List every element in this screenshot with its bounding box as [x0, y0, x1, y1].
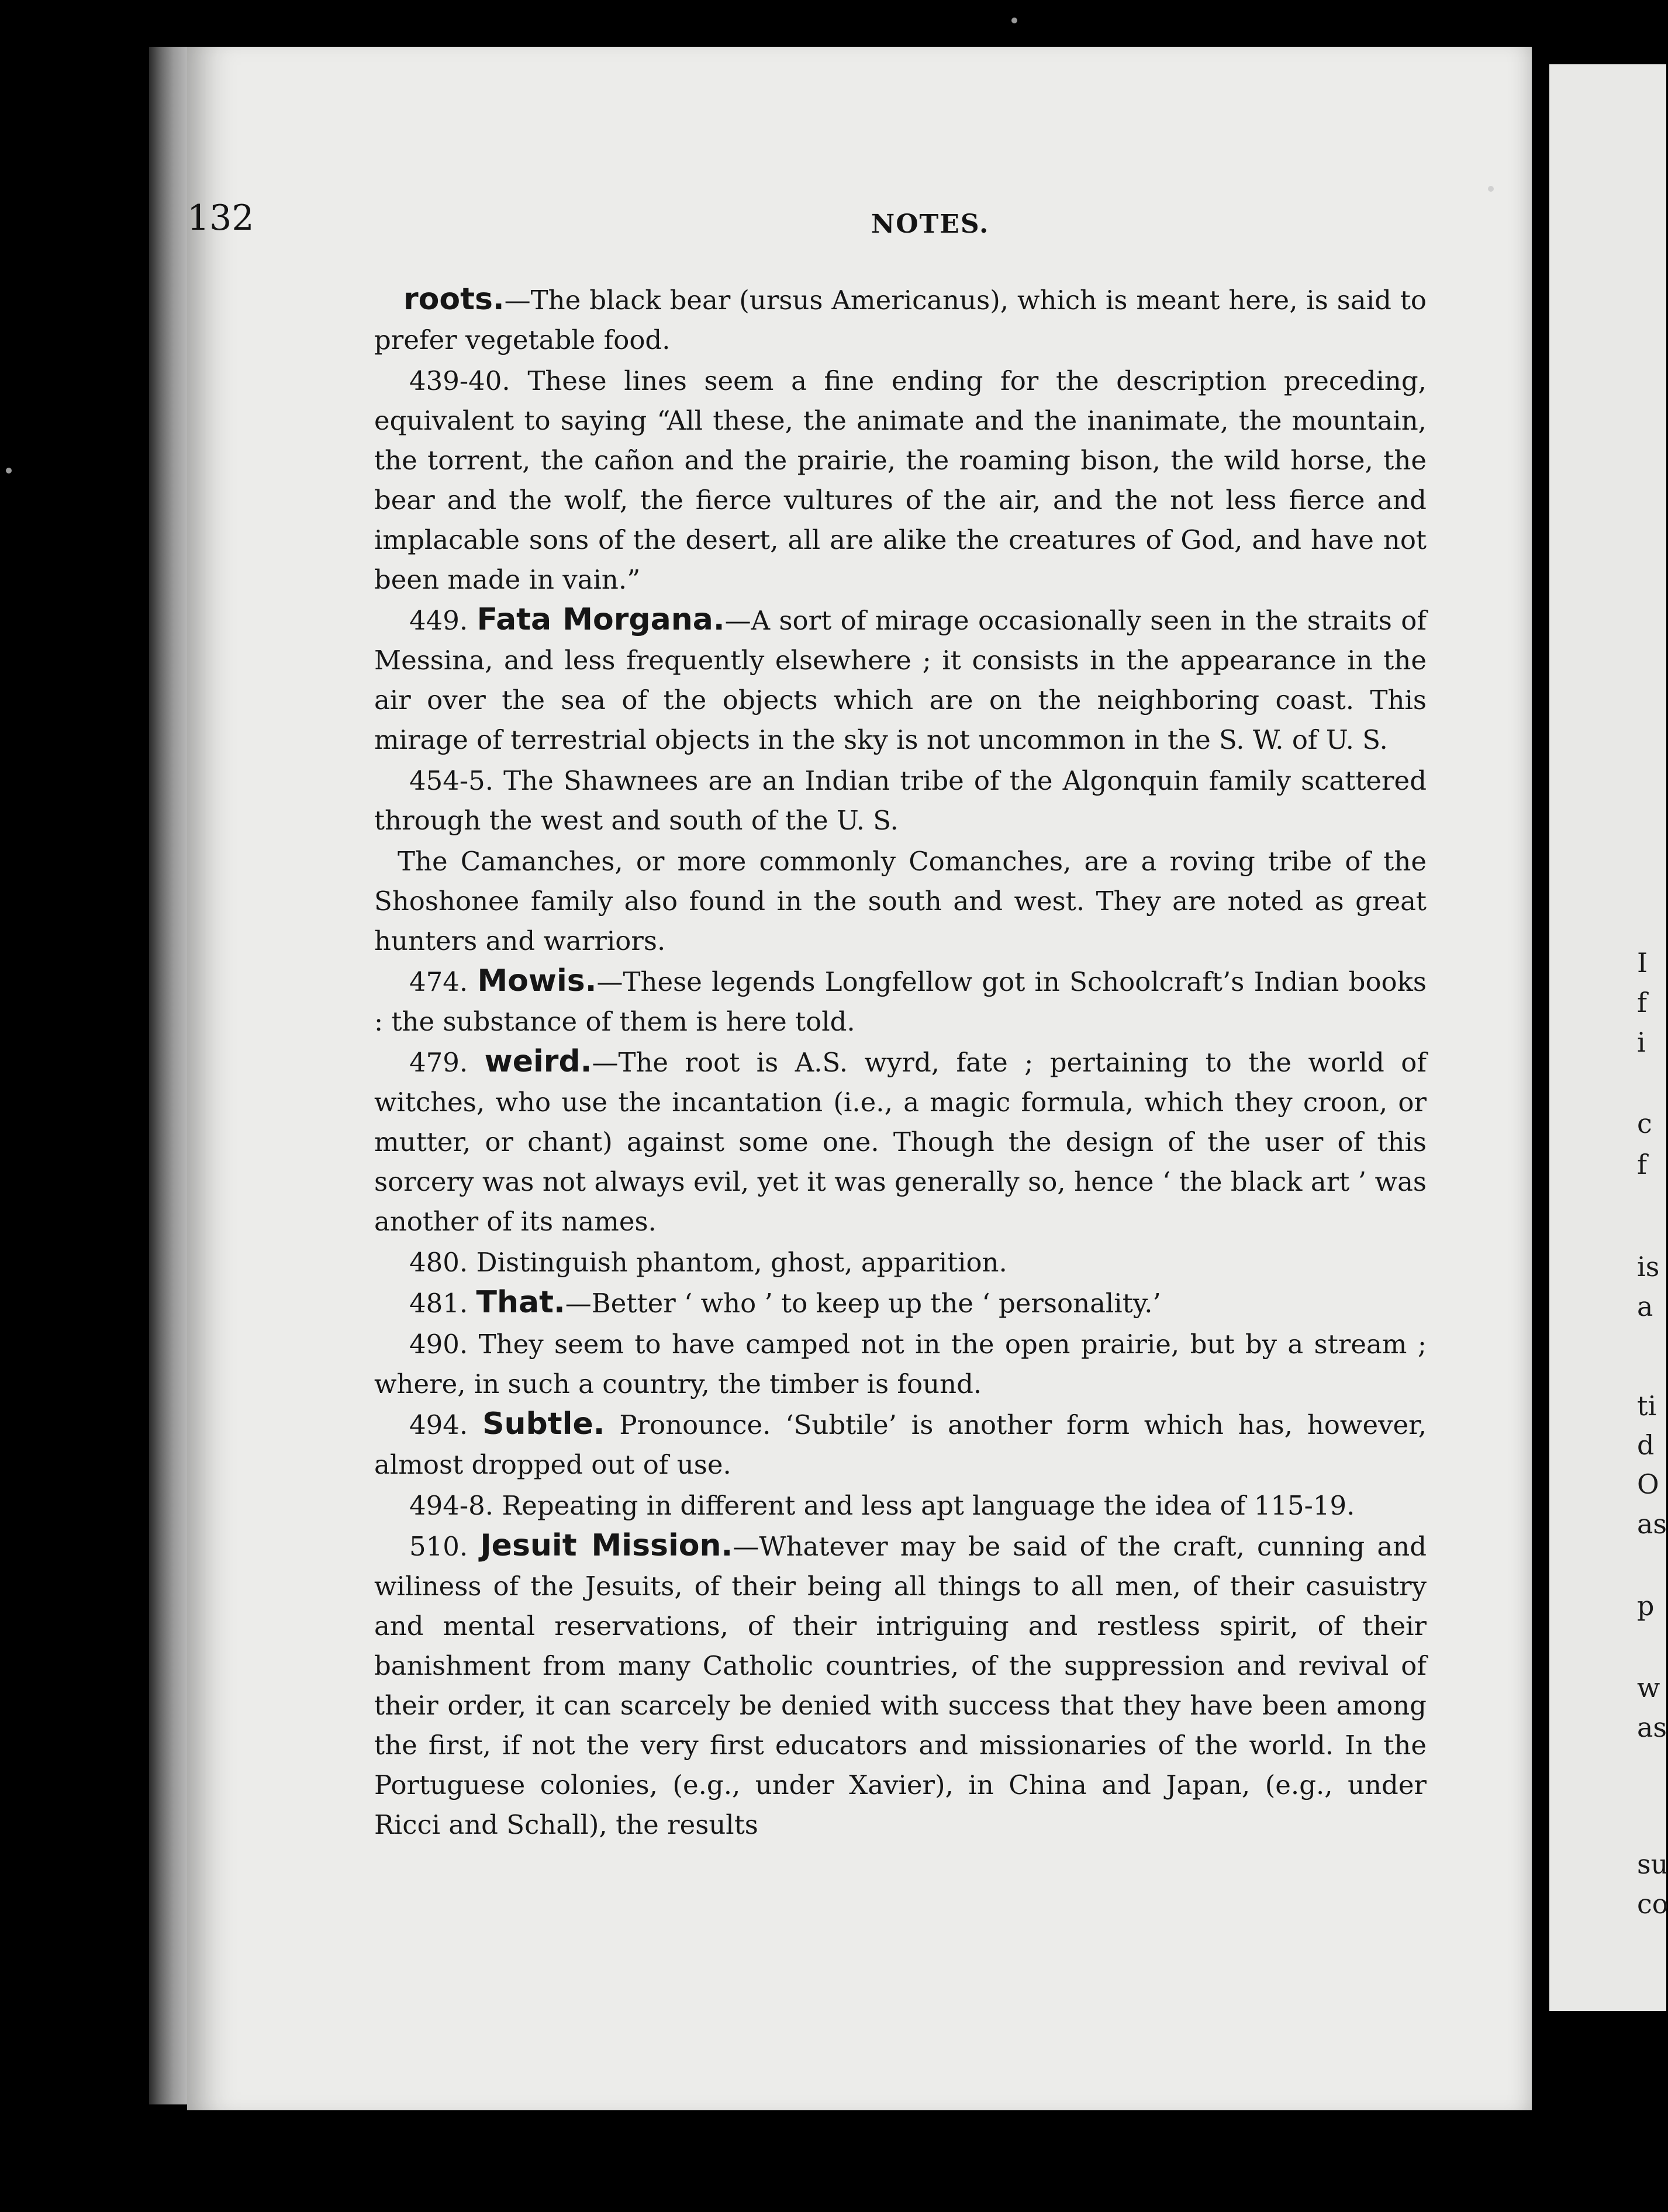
note-number: 490. — [409, 1329, 468, 1360]
right-page-fragment: w — [1637, 1672, 1660, 1703]
page-number: 132 — [187, 198, 254, 239]
note-paragraph — [374, 1323, 1427, 1404]
note-headword: Fata Morgana. — [476, 602, 725, 637]
right-page-fragment: is — [1637, 1251, 1660, 1283]
right-page-fragment: c — [1637, 1108, 1652, 1139]
note-paragraph — [374, 841, 1427, 961]
note-paragraph — [374, 1042, 1427, 1242]
note-number: 449. — [409, 605, 468, 636]
note-text: The Shawnees are an Indian tribe of the Algonquin family scattered through the west and south of the U. S. — [374, 765, 1427, 836]
right-page-fragment: O — [1637, 1468, 1659, 1500]
note-headword: That. — [476, 1285, 565, 1320]
notes-body — [374, 279, 1427, 1845]
note-paragraph — [374, 360, 1427, 600]
speck — [6, 468, 12, 473]
note-paragraph — [374, 279, 1427, 360]
note-headword: Mowis. — [477, 963, 597, 998]
note-number: 480. — [409, 1247, 468, 1278]
note-text: —A sort of mirage occasionally seen in the straits of Messina, and less frequently elsewhere ; it consists in the appearance in the air over the sea of the objects which are on the neighboring coast. This mirage of terrestrial objects in the sky is not uncommon in the S. W. of U. S. — [374, 605, 1427, 755]
note-headword: weird. — [484, 1044, 592, 1079]
book-spine — [149, 47, 190, 2104]
note-number: 479. — [409, 1047, 468, 1078]
speck — [1011, 18, 1017, 23]
note-number: 494-8. — [409, 1490, 494, 1521]
right-page-fragment: i — [1637, 1026, 1646, 1058]
note-text: —These legends Longfellow got in Schoolcraft’s Indian books : the substance of them is here told. — [374, 966, 1427, 1037]
right-page-fragment: co — [1637, 1888, 1668, 1920]
right-page-edge — [1549, 64, 1666, 2011]
right-page-fragment: as — [1637, 1508, 1667, 1540]
note-headword: Subtle. — [482, 1406, 605, 1442]
right-page-fragment: f — [1637, 987, 1648, 1018]
note-text: —Better ‘ who ’ to keep up the ‘ personality.’ — [565, 1288, 1161, 1319]
note-text: Pronounce. ‘Subtile’ is another form which has, however, almost dropped out of use. — [374, 1409, 1427, 1480]
right-page-fragment: f — [1637, 1149, 1648, 1180]
note-text: —The root is A.S. wyrd, fate ; pertaining to the world of witches, who use the incantation (i.e., a magic formula, which they croon, or mutter, or chant) against some one. Though the design of the user of this sorcery was not always evil, yet it was generally so, hence ‘ the black art ’ was another of its names. — [374, 1047, 1427, 1237]
right-page-fragment: d — [1637, 1429, 1655, 1461]
speck — [1488, 186, 1494, 192]
note-text: These lines seem a fine ending for the description preceding, equivalent to saying “All these, the animate and the inanimate, the mountain, the torrent, the cañon and the prairie, the roaming bison, the wild horse, the bear and the wolf, the fierce vultures of the air, and the not less fierce and implacable sons of the desert, all are alike the creatures of God, and have not been made in vain.” — [374, 365, 1427, 595]
running-head: NOTES. — [871, 209, 990, 239]
note-text: —The black bear (ursus Americanus), which is meant here, is said to prefer vegetable food. — [374, 285, 1427, 355]
note-paragraph — [374, 1485, 1427, 1526]
right-page-fragment: su — [1637, 1848, 1668, 1880]
right-page-fragment: ti — [1637, 1390, 1657, 1422]
note-number: 510. — [409, 1531, 468, 1562]
note-headword: roots. — [403, 282, 505, 317]
note-text: Repeating in different and less apt language the idea of 115-19. — [502, 1490, 1355, 1521]
note-number: 481. — [409, 1288, 468, 1319]
note-number: 439-40. — [409, 365, 510, 396]
right-page-fragment: a — [1637, 1291, 1653, 1322]
note-paragraph — [374, 600, 1427, 760]
note-text: The Camanches, or more commonly Comanches, are a roving tribe of the Shoshonee family also found in the south and west. They are noted as great hunters and warriors. — [374, 846, 1427, 956]
note-paragraph — [374, 1526, 1427, 1845]
note-number: 494. — [409, 1409, 468, 1440]
note-number: 474. — [409, 966, 468, 997]
note-paragraph — [374, 1404, 1427, 1485]
note-text: —Whatever may be said of the craft, cunning and wiliness of the Jesuits, of their being all things to all men, of their casuistry and mental reservations, of their intriguing and restless spirit, of their banishment from many Catholic countries, of the suppression and revival of their order, it can scarcely be denied with success that they have been among the first, if not the very first educators and missionaries of the world. In the Portuguese colonies, (e.g., under Xavier), in China and Japan, (e.g., under Ricci and Schall), the results — [374, 1531, 1427, 1840]
right-page-fragment: as — [1637, 1712, 1667, 1743]
right-page-fragment: I — [1637, 947, 1648, 979]
note-text: They seem to have camped not in the open prairie, but by a stream ; where, in such a country, the timber is found. — [374, 1329, 1427, 1399]
note-headword: Jesuit Mission. — [480, 1528, 733, 1563]
right-page-fragment: p — [1637, 1590, 1655, 1622]
note-paragraph — [374, 760, 1427, 841]
note-text: Distinguish phantom, ghost, apparition. — [476, 1247, 1007, 1278]
note-paragraph — [374, 1242, 1427, 1283]
note-number: 454-5. — [409, 765, 494, 796]
note-paragraph — [374, 1283, 1427, 1323]
note-paragraph — [374, 961, 1427, 1042]
